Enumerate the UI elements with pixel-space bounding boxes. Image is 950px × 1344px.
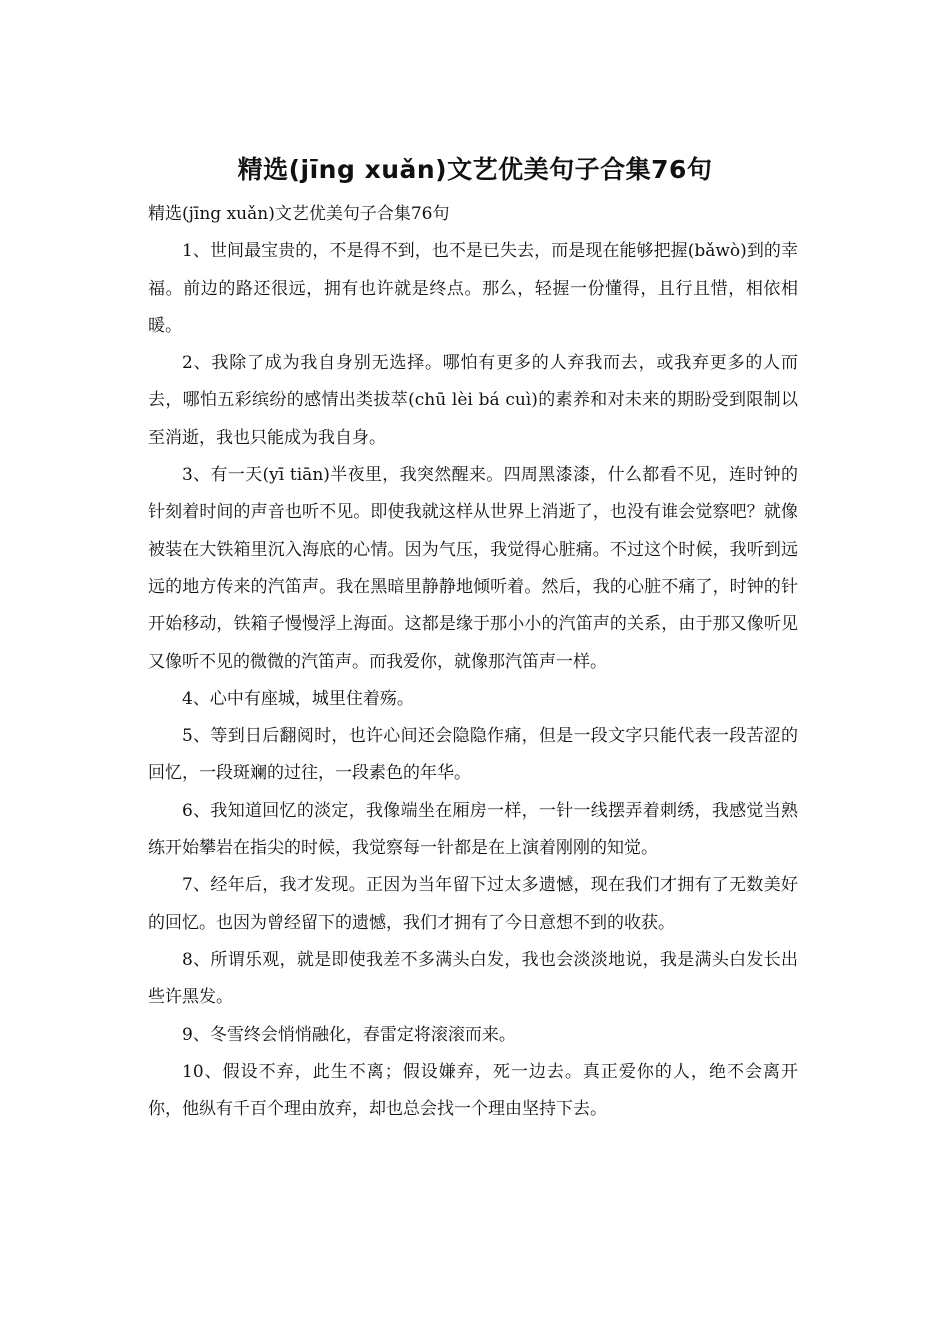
paragraph-1: 1、世间最宝贵的，不是得不到，也不是已失去，而是现在能够把握(bǎwò)到的幸福。前边的路还很远，拥有也许就是终点。那么，轻握一份懂得，且行且惜，相依相暖。 — [148, 241, 798, 336]
paragraph-2: 2、我除了成为我自身别无选择。哪怕有更多的人弃我而去，或我弃更多的人而去，哪怕五彩缤纷的感情出类拔萃(chū lèi bá cuì)的素养和对未来的期盼受到限制以至消逝，我也只能成为我自身。 — [148, 353, 798, 448]
document-body — [148, 196, 798, 1128]
paragraph-10: 10、假设不弃，此生不离；假设嫌弃，死一边去。真正爱你的人，绝不会离开你，他纵有千百个理由放弃，却也总会找一个理由坚持下去。 — [148, 1061, 798, 1120]
document-title: 精选(jīng xuǎn)文艺优美句子合集76句 — [237, 155, 713, 184]
paragraph-3: 3、有一天(yī tiān)半夜里，我突然醒来。四周黑漆漆，什么都看不见，连时钟的针刻着时间的声音也听不见。即使我就这样从世界上消逝了，也没有谁会觉察吧？就像被装在大铁箱里沉入海底的心情。因为气压，我觉得心脏痛。不过这个时候，我听到远远的地方传来的汽笛声。我在黑暗里静静地倾听着。然后，我的心脏不痛了，时钟的针开始移动，铁箱子慢慢浮上海面。这都是缘于那小小的汽笛声的关系，由于那又像听见又像听不见的微微的汽笛声。而我爱你，就像那汽笛声一样。 — [148, 465, 798, 672]
paragraph-6: 6、我知道回忆的淡定，我像端坐在厢房一样，一针一线摆弄着刺绣，我感觉当熟练开始攀岩在指尖的时候，我觉察每一针都是在上演着刚刚的知觉。 — [148, 800, 798, 859]
paragraph-8: 8、所谓乐观，就是即使我差不多满头白发，我也会淡淡地说，我是满头白发长出些许黑发。 — [148, 949, 798, 1008]
paragraph-9: 9、冬雪终会悄悄融化，春雷定将滚滚而来。 — [182, 1024, 516, 1045]
paragraph-7: 7、经年后，我才发现。正因为当年留下过太多遗憾，现在我们才拥有了无数美好的回忆。也因为曾经留下的遗憾，我们才拥有了今日意想不到的收获。 — [148, 875, 798, 933]
document-subtitle: 精选(jīng xuǎn)文艺优美句子合集76句 — [148, 204, 450, 224]
paragraph-5: 5、等到日后翻阅时，也许心间还会隐隐作痛，但是一段文字只能代表一段苦涩的回忆，一段斑斓的过往，一段素色的年华。 — [148, 726, 798, 784]
paragraph-4: 4、心中有座城，城里住着殇。 — [182, 688, 414, 709]
